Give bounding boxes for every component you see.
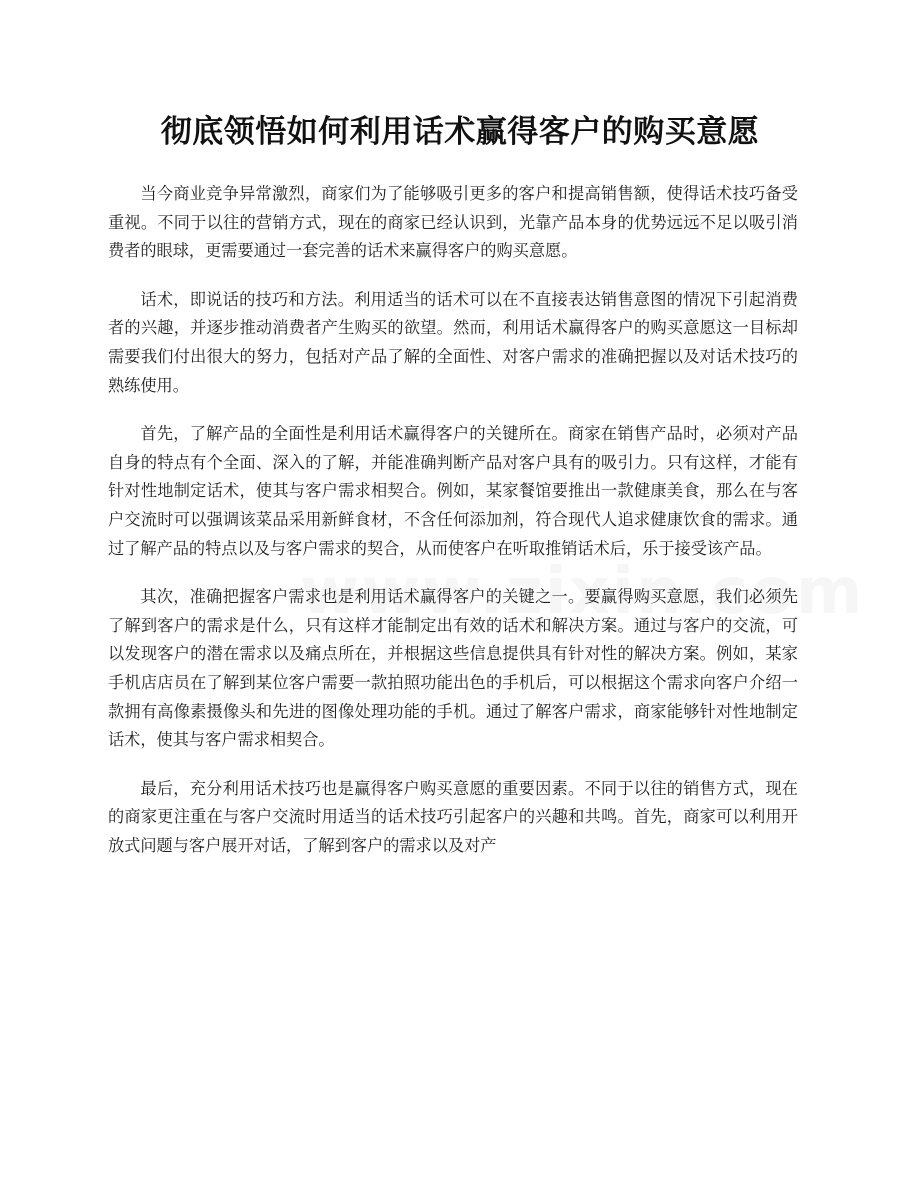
paragraph-definition: 话术，即说话的技巧和方法。利用适当的话术可以在不直接表达销售意图的情况下引起消费者的兴趣，并逐步推动消费者产生购买的欲望。然而，利用话术赢得客户的购买意愿这一目标却需要我们付出很大的努力，包括对产品了解的全面性、对客户需求的准确把握以及对话术技巧的熟练使用。: [108, 289, 798, 395]
document-title: 彻底领悟如何利用话术赢得客户的购买意愿: [160, 114, 760, 150]
paragraph-product-knowledge: 首先，了解产品的全面性是利用话术赢得客户的关键所在。商家在销售产品时，必须对产品自身的特点有个全面、深入的了解，并能准确判断产品对客户具有的吸引力。只有这样，才能有针对性地制定话术，使其与客户需求相契合。例如，某家餐馆要推出一款健康美食，那么在与客户交流时可以强调该菜品采用新鲜食材，不含任何添加剂，符合现代人追求健康饮食的需求。通过了解产品的特点以及与客户需求的契合，从而使客户在听取推销话术后，乐于接受该产品。: [108, 424, 798, 558]
paragraph-techniques: 最后，充分利用话术技巧也是赢得客户购买意愿的重要因素。不同于以往的销售方式，现在的商家更注重在与客户交流时用适当的话术技巧引起客户的兴趣和共鸣。首先，商家可以利用开放式问题与客户展开对话，了解到客户的需求以及对产: [108, 778, 798, 855]
paragraph-customer-needs: 其次，准确把握客户需求也是利用话术赢得客户的关键之一。要赢得购买意愿，我们必须先了解到客户的需求是什么，只有这样才能制定出有效的话术和解决方案。通过与客户的交流，可以发现客户的潜在需求以及痛点所在，并根据这些信息提供具有针对性的解决方案。例如，某家手机店店员在了解到某位客户需要一款拍照功能出色的手机后，可以根据这个需求向客户介绍一款拥有高像素摄像头和先进的图像处理功能的手机。通过了解客户需求，商家能够针对性地制定话术，使其与客户需求相契合。: [108, 587, 798, 750]
paragraph-intro: 当今商业竞争异常激烈，商家们为了能够吸引更多的客户和提高销售额，使得话术技巧备受重视。不同于以往的营销方式，现在的商家已经认识到，光靠产品本身的优势远远不足以吸引消费者的眼球，更需要通过一套完善的话术来赢得客户的购买意愿。: [108, 184, 798, 261]
document-body: [108, 180, 798, 880]
